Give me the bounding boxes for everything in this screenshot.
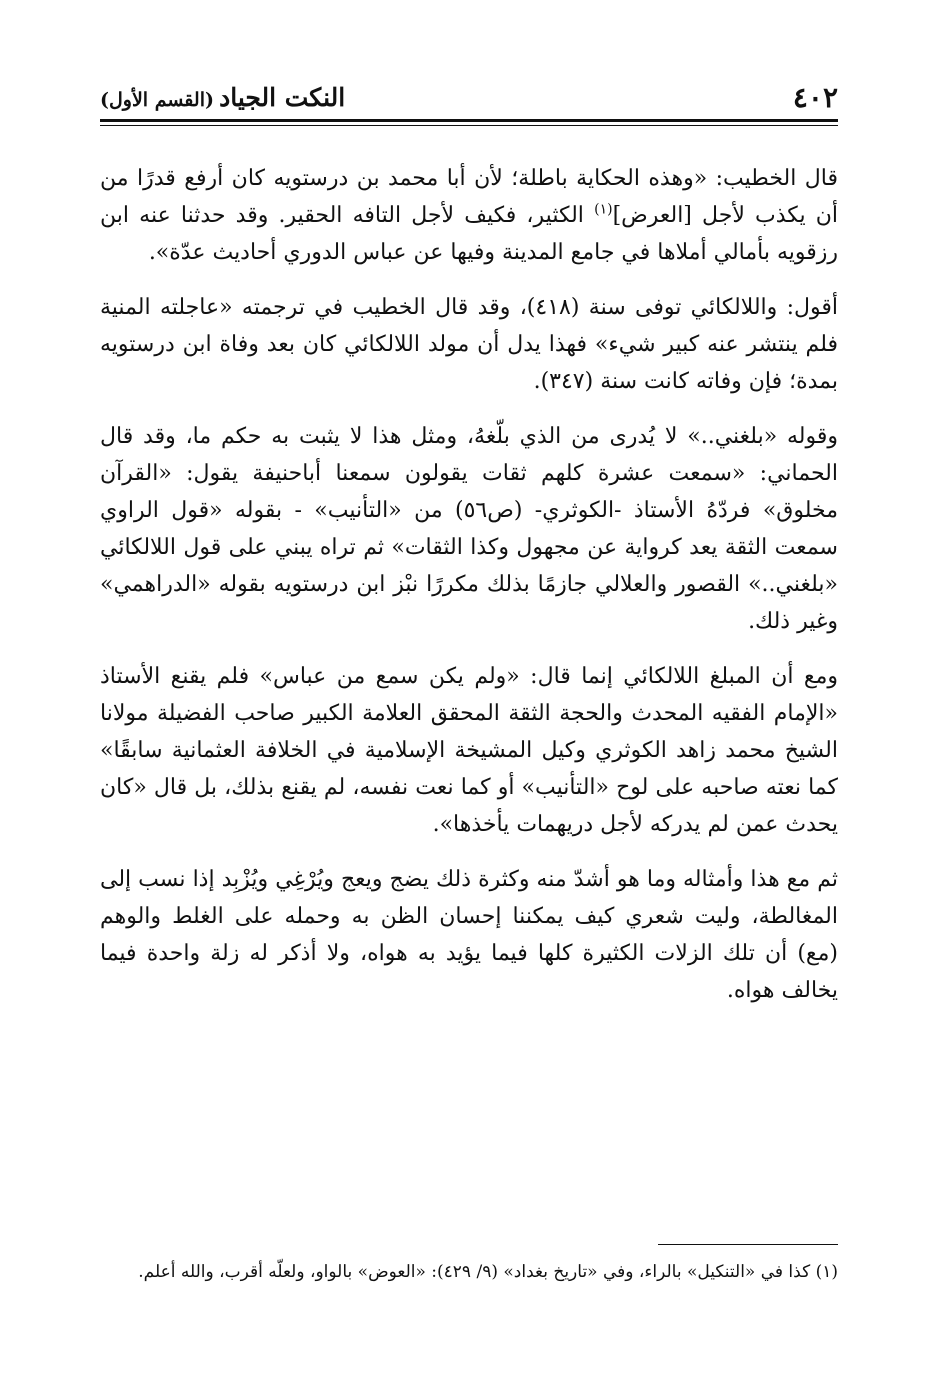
footnote: (١) كذا في «التنكيل» بالراء، وفي «تاريخ بغداد» (٩/ ٤٢٩): «العوض» بالواو، ولعلّه أقرب، والله أعلم. [138, 1262, 838, 1282]
paragraph-5: ثم مع هذا وأمثاله وما هو أشدّ منه وكثرة ذلك يضج ويعج ويُرْغِي ويُزْبِد إذا نسب إلى المغالطة، وليت شعري كيف يمكننا إحسان الظن به وحمله على الغلط والوهم (مع) أن تلك الزلات الكثيرة كلها فيما يؤيد به هواه، ولا أذكر له زلة واحدة فيما يخالف هواه. [100, 867, 838, 1003]
book-section-label: (القسم الأول) [100, 89, 214, 111]
paragraph-1 [100, 160, 838, 271]
header-rule-thick [100, 119, 838, 122]
header-rule-thin [100, 125, 838, 126]
book-title [100, 78, 345, 121]
page-number: ٤٠٢ [792, 81, 838, 114]
running-header [100, 78, 838, 118]
footnote-reference: (١) [594, 201, 613, 218]
paragraph-1-part-b: الكثير، فكيف لأجل التافه الحقير. وقد حدثنا عنه ابن رزقويه بأمالي أملاها في جامع المدينة وفيها عن عباس الدوري أحاديث عدّة». [100, 203, 838, 265]
footnote-separator [658, 1244, 838, 1245]
paragraph-4: ومع أن المبلغ اللالكائي إنما قال: «ولم يكن سمع من عباس» فلم يقنع الأستاذ «الإمام الفقيه المحدث والحجة الثقة المحقق العلامة الكبير صاحب الفضيلة مولانا الشيخ محمد زاهد الكوثري وكيل المشيخة الإسلامية في الخلافة العثمانية سابقًا» كما نعته صاحبه على لوح «التأنيب» أو كما نعت نفسه، لم يقنع بذلك، بل قال «كان يحدث عمن لم يدركه لأجل دريهمات يأخذها». [100, 664, 838, 837]
paragraph-2: أقول: واللالكائي توفى سنة (٤١٨)، وقد قال الخطيب في ترجمته «عاجلته المنية فلم ينتشر عنه كبير شيء» فهذا يدل أن مولد اللالكائي كان بعد وفاة ابن درستويه بمدة؛ فإن وفاته كانت سنة (٣٤٧). [100, 295, 838, 394]
main-text [100, 160, 838, 1027]
book-title-main: النكت الجياد [219, 83, 346, 112]
paragraph-1-part-a: قال الخطيب: «وهذه الحكاية باطلة؛ لأن أبا محمد بن درستويه كان أرفع قدرًا من أن يكذب لأجل [العرض] [100, 166, 839, 228]
paragraph-3: وقوله «بلغني..» لا يُدرى من الذي بلّغهُ، ومثل هذا لا يثبت به حكم ما، وقد قال الحماني: «سمعت عشرة كلهم ثقات يقولون سمعنا أباحنيفة يقول: «القرآن مخلوق» فردّهُ الأستاذ -الكوثري- (ص٥٦) من «التأنيب» - بقوله «قول الراوي سمعت الثقة يعد كرواية عن مجهول وكذا الثقات» ثم تراه يبني على قول اللالكائي «بلغني..» القصور والعلالي جازمًا بذلك مكررًا نبْز ابن درستويه بقوله «الدراهمي» وغير ذلك. [100, 424, 838, 634]
